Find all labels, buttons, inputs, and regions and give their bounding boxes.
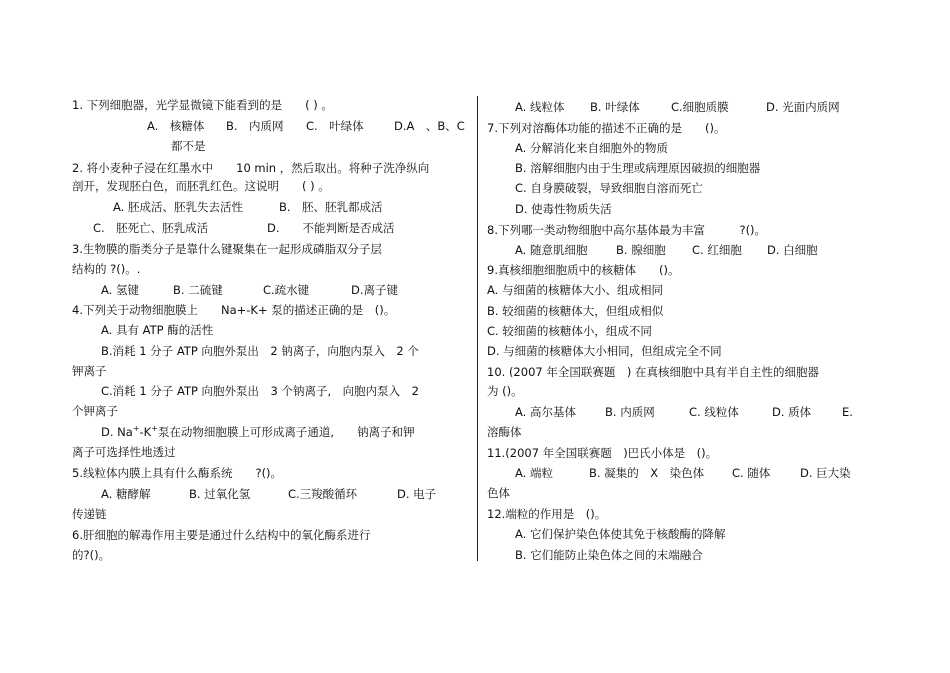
q11-option-b: B. 凝集的 X 染色体 xyxy=(589,466,705,480)
q7-option-b: B. 溶解细胞内由于生理或病理原因破损的细胞器 xyxy=(515,161,761,175)
q2-option-a: A. 胚成活、胚乳失去活性 xyxy=(113,200,243,214)
q4-option-c-line2: 个钾离子 xyxy=(72,404,118,418)
q11-option-c: C. 随体 xyxy=(732,466,771,480)
q5-option-c: C.三羧酸循环 xyxy=(288,487,358,501)
q6-option-a: A. 线粒体 xyxy=(515,100,565,114)
q4-d-text: 泵在动物细胞膜上可形成离子通道, 钠离子和钾 xyxy=(157,425,415,439)
q3-stem-line1: 3.生物膜的脂类分子是靠什么键聚集在一起形成磷脂双分子层 xyxy=(72,242,382,256)
q1-stem: 1. 下列细胞器，光学显微镜下能看到的是 ( ) 。 xyxy=(72,98,333,112)
q2-option-c: C. 胚死亡、胚乳成活 xyxy=(93,221,209,235)
q1-option-a: A. 核糖体 xyxy=(147,119,205,133)
q9-stem: 9.真核细胞细胞质中的核糖体 ()。 xyxy=(487,263,680,277)
q3-option-c: C.疏水键 xyxy=(263,283,310,297)
q5-stem: 5.线粒体内膜上具有什么酶系统 ?()。 xyxy=(72,466,283,480)
q1-option-d: D.A 、B、C xyxy=(394,119,465,133)
q10-option-c: C. 线粒体 xyxy=(689,405,739,419)
q8-option-d: D. 白细胞 xyxy=(767,243,818,257)
q4-d-sup1: + xyxy=(132,424,140,434)
q11-option-a: A. 端粒 xyxy=(515,466,553,480)
q5-option-d: D. 电子 xyxy=(397,487,437,501)
q4-option-d-line2: 离子可选择性地透过 xyxy=(72,445,176,459)
q11-option-d-cont: 色体 xyxy=(487,486,510,500)
q10-option-d: D. 质体 xyxy=(772,405,812,419)
q8-stem: 8.下列哪一类动物细胞中高尔基体最为丰富 ?()。 xyxy=(487,223,767,237)
q7-option-a: A. 分解消化来自细胞外的物质 xyxy=(515,141,668,155)
q6-option-c: C.细胞质膜 xyxy=(671,100,729,114)
q3-option-d: D.离子键 xyxy=(351,283,399,297)
q4-option-c-line1: C.消耗 1 分子 ATP 向胞外泵出 3 个钠离子, 向胞内泵入 2 xyxy=(101,384,419,398)
q4-option-a: A. 具有 ATP 酶的活性 xyxy=(101,323,214,337)
q11-stem: 11.(2007 年全国联赛题 )巴氏小体是 ()。 xyxy=(487,446,718,460)
q6-option-d: D. 光面内质网 xyxy=(766,100,840,114)
q2-option-d: D. 不能判断是否成活 xyxy=(267,221,395,235)
q4-option-d-line1 xyxy=(101,424,415,440)
q1-option-c: C. 叶绿体 xyxy=(306,119,364,133)
q1-option-b: B. 内质网 xyxy=(226,119,284,133)
q6-option-b: B. 叶绿体 xyxy=(590,100,640,114)
q4-d-k: -K xyxy=(139,425,152,439)
q10-option-a: A. 高尔基体 xyxy=(515,405,576,419)
q2-option-b: B. 胚、胚乳都成活 xyxy=(279,200,383,214)
q9-option-a: A. 与细菌的核糖体大小、组成相同 xyxy=(487,283,663,297)
q1-option-d-cont: 都不是 xyxy=(171,139,206,153)
q3-option-a: A. 氢键 xyxy=(101,283,139,297)
q3-stem-line2: 结构的 ?()。. xyxy=(72,262,141,276)
q12-option-a: A. 它们保护染色体使其免于核酸酶的降解 xyxy=(515,527,726,541)
q10-option-b: B. 内质网 xyxy=(605,405,655,419)
q8-option-b: B. 腺细胞 xyxy=(616,243,666,257)
q9-option-b: B. 较细菌的核糖体大，但组成相似 xyxy=(487,304,664,318)
q5-option-b: B. 过氧化氢 xyxy=(189,487,251,501)
q9-option-c: C. 较细菌的核糖体小，组成不同 xyxy=(487,324,652,338)
q2-stem-line1: 2. 将小麦种子浸在红墨水中 10 min ，然后取出。将种子洗净纵向 xyxy=(72,161,430,175)
column-divider xyxy=(477,96,478,561)
q7-option-c: C. 自身膜破裂，导致细胞自溶而死亡 xyxy=(515,181,703,195)
q8-option-a: A. 随意肌细胞 xyxy=(515,243,588,257)
q10-option-e: E. xyxy=(842,405,853,419)
q11-option-d: D. 巨大染 xyxy=(800,466,851,480)
q12-stem: 12.端粒的作用是 ()。 xyxy=(487,507,607,521)
q8-option-c: C. 红细胞 xyxy=(692,243,742,257)
q4-stem: 4.下列关于动物细胞膜上 Na+-K+ 泵的描述正确的是 ()。 xyxy=(72,303,396,317)
q4-d-sup2: + xyxy=(151,424,158,434)
q4-option-b-line1: B.消耗 1 分子 ATP 向胞外泵出 2 钠离子，向胞内泵入 2 个 xyxy=(101,344,419,358)
q5-option-d-cont: 传递链 xyxy=(72,507,107,521)
q5-option-a: A. 糖酵解 xyxy=(101,487,151,501)
q4-option-b-line2: 钾离子 xyxy=(72,364,107,378)
q10-stem-line1: 10. (2007 年全国联赛题 ) 在真核细胞中具有半自主性的细胞器 xyxy=(487,365,819,379)
q7-option-d: D. 使毒性物质失活 xyxy=(515,202,612,216)
q7-stem: 7.下列对溶酶体功能的描述不正确的是 ()。 xyxy=(487,121,726,135)
q10-stem-line2: 为 ()。 xyxy=(487,384,523,398)
q6-stem-line1: 6.肝细胞的解毒作用主要是通过什么结构中的氧化酶系进行 xyxy=(72,528,371,542)
q9-option-d: D. 与细菌的核糖体大小相同，但组成完全不同 xyxy=(487,344,722,358)
q4-d-na: D. Na xyxy=(101,425,133,439)
q3-option-b: B. 二硫键 xyxy=(173,283,223,297)
q2-stem-line2: 剖开，发现胚白色，而胚乳红色。这说明 ( ) 。 xyxy=(72,179,330,193)
q6-stem-line2: 的?()。 xyxy=(72,548,111,562)
q10-option-e-cont: 溶酶体 xyxy=(487,425,522,439)
q12-option-b: B. 它们能防止染色体之间的末端融合 xyxy=(515,548,703,562)
